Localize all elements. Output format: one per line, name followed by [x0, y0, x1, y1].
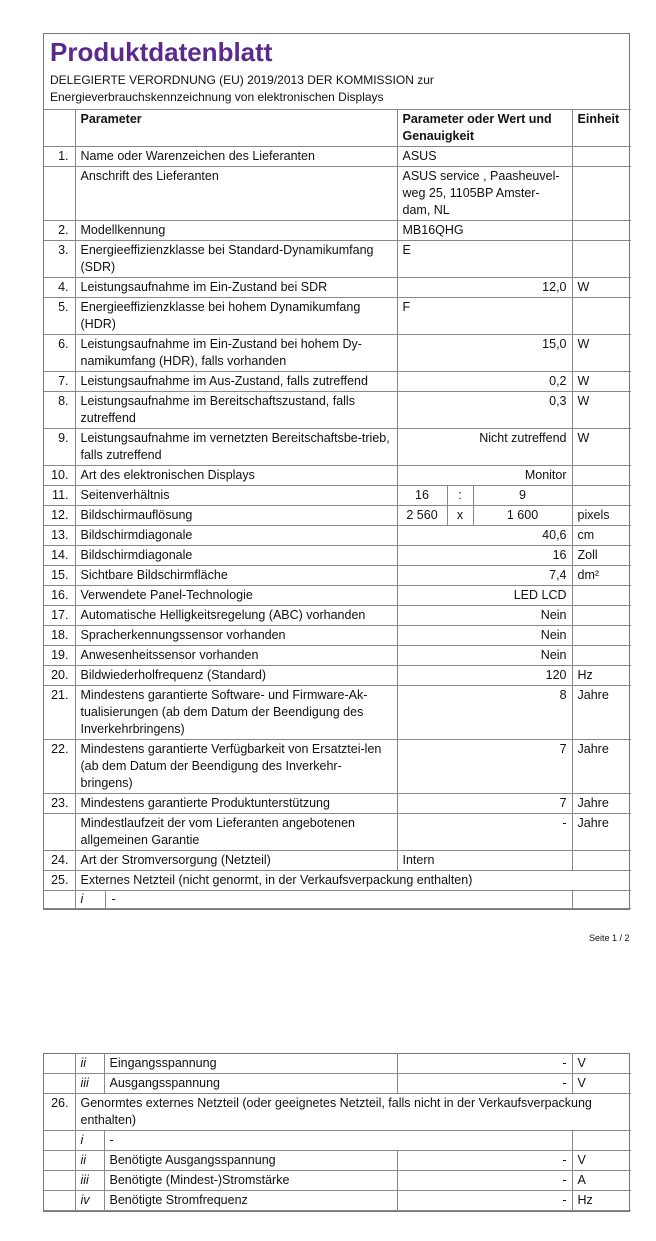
table-row: 2. Modellkennung MB16QHG	[44, 221, 631, 241]
table-row: 15. Sichtbare Bildschirmfläche 7,4 dm²	[44, 566, 631, 586]
table-row: 13. Bildschirmdiagonale 40,6 cm	[44, 526, 631, 546]
table-row: 22. Mindestens garantierte Verfügbarkeit von Ersatztei-len (ab dem Datum der Beendigung des Inverkehr-bringens) 7 Jahre	[44, 740, 631, 794]
table-subrow: iii Ausgangsspannung - V	[44, 1074, 631, 1094]
table-row: 25. Externes Netzteil (nicht genormt, in der Verkaufsverpackung enthalten)	[44, 871, 631, 891]
table-row: 16. Verwendete Panel-Technologie LED LCD	[44, 586, 631, 606]
table-subrow: i -	[44, 1131, 631, 1151]
table-subrow: iv Benötigte Stromfrequenz - Hz	[44, 1191, 631, 1211]
table-row: 9. Leistungsaufnahme im vernetzten Bereitschaftsbe-trieb, falls zutreffend Nicht zutreffend W	[44, 429, 631, 466]
table-row: 18. Spracherkennungssensor vorhanden Nein	[44, 626, 631, 646]
table-row: 21. Mindestens garantierte Software- und Firmware-Ak-tualisierungen (ab dem Datum der Beendigung des Inverkehrbringens) 8 Jahre	[44, 686, 631, 740]
table-row: 7. Leistungsaufnahme im Aus-Zustand, falls zutreffend 0,2 W	[44, 372, 631, 392]
table-row: 1. Name oder Warenzeichen des Lieferanten ASUS	[44, 147, 631, 167]
table-row: 4. Leistungsaufnahme im Ein-Zustand bei SDR 12,0 W	[44, 278, 631, 298]
table-subrow: ii Benötigte Ausgangsspannung - V	[44, 1151, 631, 1171]
datasheet-page-1	[43, 33, 630, 910]
table-row: 24. Art der Stromversorgung (Netzteil) Intern	[44, 851, 631, 871]
table-row: Anschrift des Lieferanten ASUS service , Paasheuvel-weg 25, 1105BP Amster-dam, NL	[44, 167, 631, 221]
table-row: 8. Leistungsaufnahme im Bereitschaftszustand, falls zutreffend 0,3 W	[44, 392, 631, 429]
table-header-row	[44, 110, 631, 147]
table-row: 3. Energieeffizienzklasse bei Standard-Dynamikumfang (SDR) E	[44, 241, 631, 278]
datasheet-page-2	[43, 1053, 630, 1212]
column-header-parameter: Parameter	[75, 110, 397, 147]
table-row: 12. Bildschirmauflösung 2 560 x 1 600 pixels	[44, 506, 631, 526]
table-subrow: iii Benötigte (Mindest-)Stromstärke - A	[44, 1171, 631, 1191]
table-subrow: i -	[44, 891, 631, 909]
table-subrow: ii Eingangsspannung - V	[44, 1054, 631, 1074]
table-row: 5. Energieeffizienzklasse bei hohem Dynamikumfang (HDR) F	[44, 298, 631, 335]
table-row: 17. Automatische Helligkeitsregelung (ABC) vorhanden Nein	[44, 606, 631, 626]
table-row: 19. Anwesenheitssensor vorhanden Nein	[44, 646, 631, 666]
table-row: 10. Art des elektronischen Displays Monitor	[44, 466, 631, 486]
page-number: Seite 1 / 2	[589, 933, 630, 943]
table-row: 14. Bildschirmdiagonale 16 Zoll	[44, 546, 631, 566]
parameter-table-continued	[44, 1054, 631, 1211]
parameter-table	[44, 109, 631, 909]
column-header-unit: Einheit	[572, 110, 631, 147]
table-row: Mindestlaufzeit der vom Lieferanten angebotenen allgemeinen Garantie - Jahre	[44, 814, 631, 851]
table-row: 20. Bildwiederholfrequenz (Standard) 120 Hz	[44, 666, 631, 686]
table-row: 23. Mindestens garantierte Produktunterstützung 7 Jahre	[44, 794, 631, 814]
page-title: Produktdatenblatt	[50, 37, 273, 67]
regulation-intro: DELEGIERTE VERORDNUNG (EU) 2019/2013 DER KOMMISSION zur Energieverbrauchskennzeichnung von elektronischen Displays	[50, 73, 434, 104]
table-row: 26. Genormtes externes Netzteil (oder geeignetes Netzteil, falls nicht in der Verkaufsverpackung enthalten)	[44, 1094, 631, 1131]
table-row: 11. Seitenverhältnis 16 : 9	[44, 486, 631, 506]
table-row: 6. Leistungsaufnahme im Ein-Zustand bei hohem Dy-namikumfang (HDR), falls vorhanden 15,0 W	[44, 335, 631, 372]
column-header-value: Parameter oder Wert und Genauigkeit	[397, 110, 572, 147]
